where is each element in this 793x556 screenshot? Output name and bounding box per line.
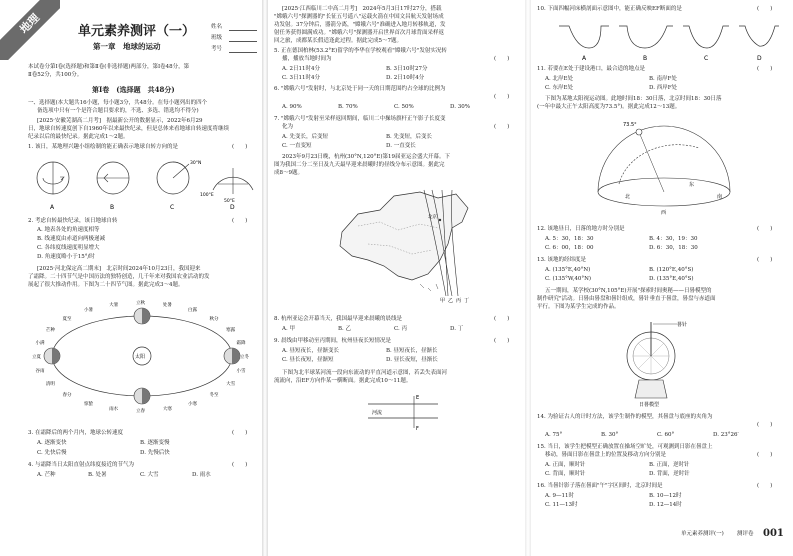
earth-night-side [232, 348, 240, 364]
question-2-bracket: ( ) [232, 218, 248, 224]
solar-term-label: 夏至 [62, 316, 72, 322]
intro-line-1: 本试卷分第Ⅰ卷(选择题)和第Ⅱ卷(非选择题)两部分，第Ⅰ卷48分，第 [28, 64, 190, 70]
question-7-line-2: 化为 [282, 124, 294, 130]
page-title: 单元素养测评（一） [78, 24, 196, 39]
question-10-bracket: ( ) [757, 6, 773, 12]
question-9-option-a: A. 昼短夜长，昼渐变长 [282, 348, 339, 354]
question-11-bracket: ( ) [757, 66, 773, 72]
right-page [531, 0, 793, 556]
figure-1-degree-1: 30°N [190, 161, 202, 166]
figure-1-option-d [213, 168, 253, 194]
map-label-ding: 丁 [464, 298, 470, 304]
question-12: 12. 该地昼日，日落的地方时分别是 [537, 226, 625, 232]
question-16: 16. 当晷针影子落在晷面"午"字区间时，北京时间是 [537, 483, 663, 489]
question-15-option-b: B. 正面，逆时针 [649, 462, 690, 468]
question-4-option-a: A. 芒种 [37, 472, 56, 478]
question-9: 9. 晨线由甲移动至丙期间，杭州昼夜长短情况是 [274, 338, 391, 344]
question-2: 2. 考虑自转最快纪录，该日地球自转 [28, 218, 118, 224]
context-1-line-3: 纪录以后的最快纪录。据此完成1～2题。 [28, 134, 129, 140]
question-6-bracket: ( ) [494, 94, 510, 100]
question-11-option-d: D. 西岸F处 [649, 85, 678, 91]
question-5-option-a: A. 2日11时4分 [282, 66, 320, 72]
context-4-line-1: 2023年9月23日晚，杭州(30°N,120°E)第19届亚运会盛大开幕。下 [282, 154, 451, 160]
figure-china-terminator-map [328, 184, 478, 308]
river-label: 河流 [372, 410, 383, 416]
river-point-e: E [416, 395, 420, 401]
question-11: 11. 若要在E处于建设港口，最合适的地点是 [537, 66, 646, 72]
question-3-option-d: D. 先慢后快 [140, 450, 170, 456]
question-16-option-a: A. 9—11时 [545, 493, 574, 499]
solar-term-label: 小满 [35, 341, 45, 346]
map-label-bing: 丙 [456, 298, 462, 304]
solar-term-label: 清明 [45, 382, 55, 387]
question-14: 14. 为验证古人的计时方法，该学生制作的模型，其晷盘与底座的夹角为 [537, 414, 713, 420]
question-13-option-c: C. (135°W,40°N) [545, 276, 592, 282]
question-4-bracket: ( ) [232, 462, 248, 468]
solar-term-label: 处暑 [162, 302, 172, 308]
south-china-sea-islands [420, 284, 438, 291]
map-label-jia: 甲 [440, 298, 446, 304]
figure-river-channel [358, 390, 448, 438]
question-8: 8. 杭州亚运会开幕当天，我国最早迎来晨曦的晨线是 [274, 316, 402, 322]
question-4-option-c: C. 大雪 [140, 472, 159, 478]
question-3-option-b: B. 逐渐变慢 [140, 440, 170, 446]
solar-term-label: 立冬 [240, 355, 249, 360]
solar-term-label: 芒种 [45, 328, 55, 333]
question-15-line-2: 移动，晷面日影在晷盘上的位置及移动方向分别是 [545, 452, 667, 458]
context-2-line-3: 展起了很大推动作用。下图为二十四节气图。据此完成3～4题。 [28, 282, 184, 288]
solar-term-label: 春分 [62, 393, 72, 399]
solar-term-label: 谷雨 [35, 369, 45, 374]
solar-term-label: 白露 [188, 308, 197, 314]
mcq-instruction-1: 一、选择题(本大题共16小题，每小题3分，共48分。在每小题列出的四个 [28, 100, 208, 106]
question-2-option-d: D. 角速度略小于15°/时 [37, 254, 95, 260]
page-number: 001 [763, 528, 784, 539]
question-7-option-a: A. 先变长，后变短 [282, 134, 328, 140]
question-7-line-1: 7. "嫦娥六号"发射至采样返回期间，临川二中操场旗杆正午影子长度变 [274, 116, 446, 122]
earth-night-side [142, 308, 150, 324]
question-13: 13. 该地的经纬度是 [537, 257, 586, 263]
context-3-line-2: "嫦娥六号"探测器的"长征五号遥八"运载火箭在中国文昌航天发射场成 [274, 14, 444, 20]
map-label-yi: 乙 [448, 298, 454, 304]
china-outline [340, 192, 468, 280]
figure-10-label-d: D [757, 55, 762, 62]
subject-corner-band [0, 0, 60, 60]
question-16-option-c: C. 11—13时 [545, 502, 578, 508]
question-8-option-b: B. 乙 [338, 326, 352, 332]
figure-10-riverbed-profiles [549, 18, 779, 62]
figure-10-label-a: A [582, 55, 587, 62]
sun-ray [639, 132, 664, 192]
mcq-instruction-2: 备选项中只有一个是符合题目要求的，不选、多选、错选均不得分) [37, 108, 199, 114]
intro-line-2: Ⅱ卷52分，共100分。 [28, 72, 83, 78]
direction-east: 东 [689, 182, 695, 188]
solar-term-label: 冬至 [209, 393, 219, 399]
sun-label: 太阳 [135, 354, 146, 360]
sundial-base [635, 380, 667, 398]
solar-term-label: 大寒 [162, 407, 172, 413]
class-field[interactable] [229, 41, 257, 42]
question-15-line-1: 15. 当日，该学生把模型正确放置在操场空旷处，可观测到日影在晷盘上 [537, 444, 713, 450]
question-6-option-a: A. 90% [282, 104, 302, 110]
question-15-option-d: D. 背面，逆时针 [649, 471, 690, 477]
sun-angle-label: 73.5° [623, 122, 637, 128]
question-12-bracket: ( ) [757, 226, 773, 232]
context-4-line-2: 图为我国二分二至日及九天最早迎来晨曦时的昼线分布示意图。据此完 [274, 162, 445, 168]
footer-label: 单元素养测评(一) [681, 531, 724, 537]
question-13-option-b: B. (120°E,40°S) [649, 267, 694, 273]
context-3-line-3: 功发射。37分钟后，器箭分离，"嫦娥六号"准确进入地月转移轨道，发 [274, 22, 446, 28]
middle-page [268, 0, 525, 556]
river-point-f: F [416, 426, 419, 432]
question-13-bracket: ( ) [757, 257, 773, 263]
page-subtitle: 第一章 地球的运动 [93, 42, 161, 51]
solar-term-label: 立春 [136, 409, 145, 414]
profile-d [739, 26, 779, 46]
name-label: 姓名 [211, 24, 223, 30]
figure-1-degree-2: 100°E [200, 193, 214, 198]
left-page [0, 0, 262, 556]
question-12-option-c: C. 6：00，18：00 [545, 245, 594, 251]
figure-1-degree-3: 50°E [224, 199, 235, 204]
question-9-option-b: B. 昼短夜长，昼渐长 [386, 348, 438, 354]
question-5-option-b: B. 3日10时27分 [386, 66, 428, 72]
question-14-option-d: D. 23°26′ [713, 432, 739, 438]
question-5-line-1: 5. 正在德国柏林(53.2°E)留学的李华在学校观看"嫦娥六号"发射实况转 [274, 48, 447, 54]
context-7-line-1: 五一期间，某学校(30°N,105°E)开展"探索时间奥秘——日晷模型的 [545, 288, 712, 294]
beijing-marker [439, 219, 441, 221]
solar-term-label: 雨水 [109, 407, 119, 413]
context-5-line-2: 流流向，沿EF方向作某一横断面。据此完成10～11题。 [274, 378, 412, 384]
profile-b [619, 26, 673, 48]
question-14-option-a: A. 75° [545, 432, 563, 438]
solar-term-label: 小寒 [188, 401, 197, 407]
name-field[interactable] [229, 30, 257, 31]
figure-sun-path-diagram [589, 114, 739, 218]
question-16-option-d: D. 12—14时 [649, 502, 682, 508]
context-6-line-1: 下图为某地太阳视运动图。此地时间18：30日落，北京时间18：30日落 [545, 96, 722, 102]
sundial-pin-label: 晷针 [677, 322, 688, 328]
context-4-line-3: 成8～9题。 [274, 170, 303, 176]
question-13-option-a: A. (135°E,40°N) [545, 267, 591, 273]
question-8-option-c: C. 丙 [394, 326, 408, 332]
question-7-option-b: B. 先变短，后变长 [386, 134, 433, 140]
question-11-option-c: C. 东岸E处 [545, 85, 574, 91]
question-4-option-d: D. 雨水 [192, 472, 211, 478]
solar-term-label: 惊蛰 [84, 401, 93, 407]
question-8-bracket: ( ) [494, 316, 510, 322]
question-11-option-a: A. 北岸E处 [545, 76, 573, 82]
question-1-bracket: ( ) [232, 144, 248, 150]
question-2-option-c: C. 各纬度线速度明显增大 [37, 245, 100, 251]
figure-10-label-c: C [704, 55, 709, 62]
id-field[interactable] [229, 52, 257, 53]
question-7-option-d: D. 一直变长 [386, 143, 416, 149]
earth-night-side [142, 388, 150, 404]
context-1-line-1: [2025·安徽芜湖高二月考] 据最新公开的数据显示，2022年6月29 [37, 118, 203, 124]
figure-solar-terms-orbit [32, 292, 254, 420]
context-6-line-2: (一年中最大正午太阳高度为73.5°)。据此完成12～13题。 [537, 104, 681, 110]
profile-c [683, 26, 729, 48]
figure-10-label-b: B [643, 55, 648, 62]
question-7-option-c: C. 一直变短 [282, 143, 312, 149]
question-9-option-c: C. 昼长夜短，昼渐短 [282, 357, 334, 363]
question-8-option-d: D. 丁 [450, 326, 464, 332]
solar-term-label: 大暑 [109, 302, 119, 308]
question-3-option-c: C. 先快后慢 [37, 450, 67, 456]
question-9-bracket: ( ) [494, 338, 510, 344]
earth-night-side [52, 348, 60, 364]
question-3: 3. 在霜降后的两个月内，地球公转速度 [28, 430, 123, 436]
context-3-line-1: [2025·江西临川二中高二月考] 2024年5月3日17时27分，搭载 [282, 6, 442, 12]
question-3-option-a: A. 逐渐变快 [37, 440, 67, 446]
question-7-bracket: ( ) [494, 124, 510, 130]
part-one-heading: 第Ⅰ卷 (选择题 共48分) [92, 85, 175, 94]
map-label-beijing: 北京 [428, 215, 437, 220]
context-3-line-4: 射任务获得圆满成功。"嫦娥六号"探测器开启世界首次月球背面采样返 [274, 30, 445, 36]
direction-north: 北 [625, 194, 631, 200]
question-16-bracket: ( ) [757, 483, 773, 489]
figure-1-label-b: B [110, 204, 115, 211]
question-12-option-a: A. 5：30，18：30 [545, 236, 594, 242]
solar-term-label: 小雪 [236, 369, 246, 374]
solar-term-label: 立秋 [136, 301, 145, 306]
context-2-line-1: [2025·河北保定高二期末] 北京时间2024年10月23日，我国迎来 [37, 266, 201, 272]
question-1: 1. 该日，某地理兴趣小组绘制的能正确表示地球自转方向的是 [28, 144, 178, 150]
question-15-option-c: C. 背面，顺时针 [545, 471, 586, 477]
solar-term-label: 大雪 [226, 382, 236, 387]
question-9-option-d: D. 昼长夜短，昼渐长 [386, 357, 438, 363]
solar-term-label: 小暑 [84, 308, 93, 314]
question-6-option-b: B. 70% [338, 104, 358, 110]
question-8-option-a: A. 甲 [282, 326, 295, 332]
figure-1-label-c: C [170, 204, 175, 211]
question-14-option-b: B. 30° [601, 432, 619, 438]
figure-1-label-a: A [50, 204, 55, 211]
question-5-bracket: ( ) [494, 56, 510, 62]
question-15-option-a: A. 正面，顺时针 [545, 462, 586, 468]
solar-term-label: 霜降 [236, 341, 246, 346]
question-2-option-b: B. 线速度由赤道向两极递减 [37, 236, 106, 242]
direction-south: 南 [717, 194, 723, 200]
subject-label: 地理 [0, 0, 60, 60]
sun-icon [636, 129, 642, 135]
question-4-option-b: B. 处暑 [88, 472, 107, 478]
solar-term-label: 立夏 [32, 355, 41, 360]
context-1-line-2: 日，地球自转速度创下自1960年以来最快纪录，但是总体来看地球自转速度将继续 [28, 126, 229, 132]
question-4: 4. 与霜降当日太阳直射点纬度接近的节气为 [28, 462, 134, 468]
profile-a [559, 26, 609, 48]
question-6-option-d: D. 30% [450, 104, 470, 110]
figure-1-label-d: D [230, 204, 235, 211]
class-label: 班级 [211, 35, 223, 41]
figure-sundial-model [601, 314, 711, 408]
question-16-option-b: B. 10—12时 [649, 493, 682, 499]
page-footer [681, 528, 789, 542]
context-5-line-1: 下图为北半球某河流一段向东流动的平直河道示意图，若丢失表面河 [282, 370, 448, 376]
question-11-option-b: B. 南岸F处 [649, 76, 677, 82]
sundial-base-label: 日晷模型 [639, 402, 660, 408]
question-12-option-d: D. 6：30，18：30 [649, 245, 698, 251]
context-2-line-2: 了霜降。二十四节气是中国历法的独特创造，几千年来对我国农业活动的发 [28, 274, 210, 280]
solar-term-label: 秋分 [209, 316, 219, 322]
figure-1-rotation-diagrams [28, 154, 256, 214]
question-5-option-c: C. 3日11时4分 [282, 75, 321, 81]
context-7-line-3: 平行。下图为某学生完成的作品。 [537, 304, 620, 310]
solar-term-label: 寒露 [226, 328, 236, 333]
question-10: 10. 下面四幅河床横剖面示意图中，能正确反映EF断面的是 [537, 6, 682, 12]
direction-west: 西 [661, 210, 667, 216]
context-7-line-2: 制作研究"活动。日晷由晷盘和晷针组成，晷针垂直于晷盘，晷盘与赤道面 [537, 296, 716, 302]
question-14-option-c: C. 60° [657, 432, 675, 438]
figure-1-option-b [97, 162, 129, 194]
figure-1-option-a [37, 162, 69, 194]
question-15-bracket: ( ) [757, 452, 773, 458]
footer-sub-label: 测评卷 [737, 531, 754, 537]
question-3-bracket: ( ) [232, 430, 248, 436]
question-6: 6. "嫦娥六号"发射时，与北京处于同一天的日期范围约占全球的比例为 [274, 86, 446, 92]
question-12-option-b: B. 4：30，19：30 [649, 236, 698, 242]
question-14-bracket: ( ) [757, 422, 773, 428]
question-6-option-c: C. 50% [394, 104, 414, 110]
question-2-option-a: A. 地表各处的角速度相等 [37, 227, 100, 233]
question-5-option-d: D. 2日10时4分 [386, 75, 425, 81]
question-5-line-2: 播，播放当地时间为 [282, 56, 332, 62]
id-label: 考号 [211, 46, 223, 52]
question-13-option-d: D. (135°E,40°S) [649, 276, 694, 282]
figure-1-option-c [157, 162, 189, 194]
context-3-line-5: 回之旅，成都某长假适逢此过程。据此完成5～7题。 [274, 38, 403, 44]
